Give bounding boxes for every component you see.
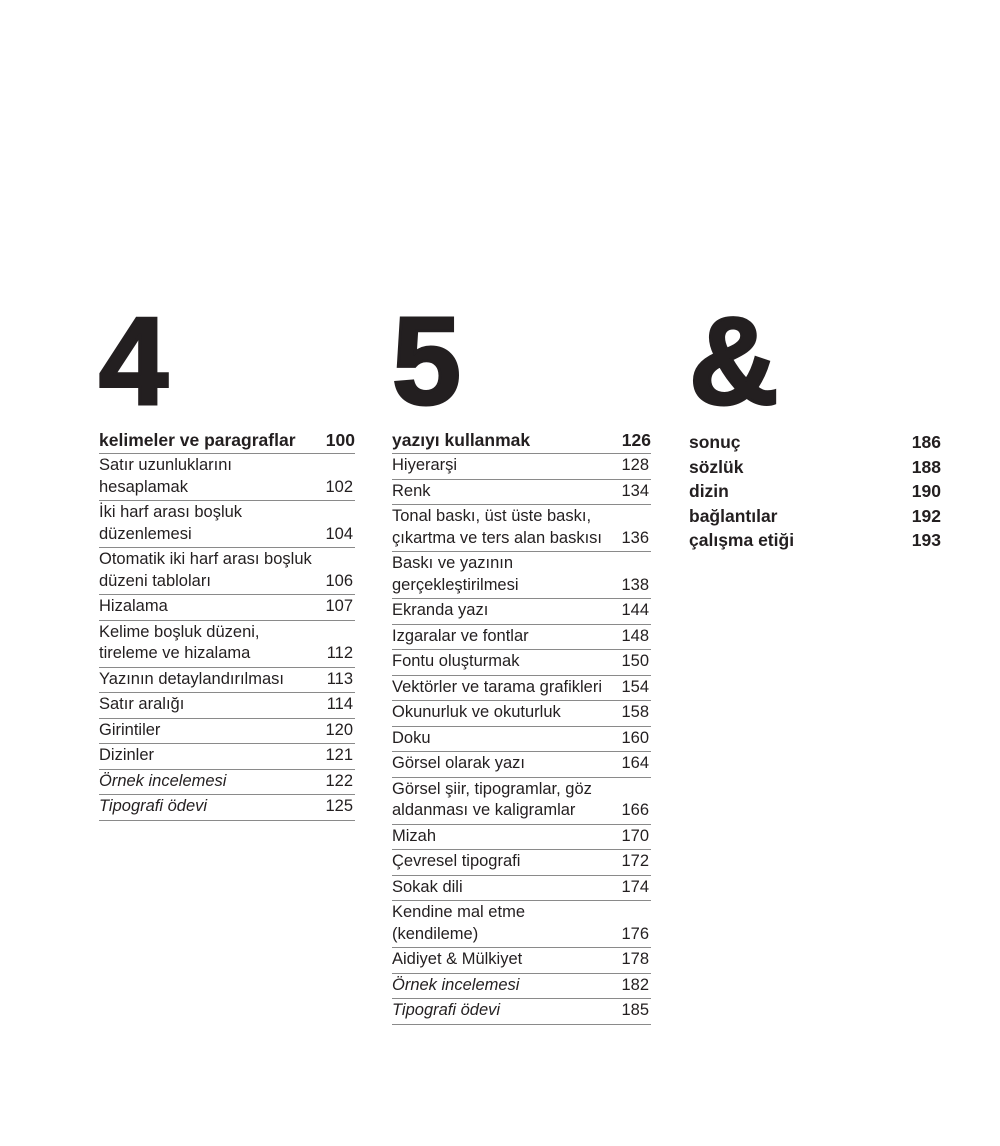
appendix-entry[interactable] — [689, 528, 941, 553]
toc-entry-title: Otomatik iki harf arası boşluk düzeni tabloları — [99, 550, 312, 590]
toc-entry-page: 148 — [621, 626, 649, 645]
toc-entry-title: Vektörler ve tarama grafikleri — [392, 677, 602, 696]
toc-entry-page: 104 — [325, 524, 353, 543]
toc-entry-page: 112 — [326, 644, 353, 662]
toc-entry[interactable] — [392, 948, 651, 974]
toc-entry-page: 185 — [621, 1001, 649, 1019]
toc-entry[interactable] — [392, 480, 651, 506]
appendix-column — [689, 293, 941, 553]
toc-entry-page: 174 — [621, 877, 649, 896]
appendix-entry[interactable] — [689, 479, 941, 504]
toc-entry[interactable] — [392, 974, 651, 1000]
toc-entry[interactable] — [392, 850, 651, 876]
toc-entry-title: Çevresel tipografi — [392, 852, 521, 870]
toc-entry[interactable] — [392, 752, 651, 778]
toc-entry-title: Satır uzunluklarını hesaplamak — [99, 456, 232, 496]
toc-entry-page: 178 — [621, 950, 649, 968]
appendix-entry-title: dizin — [689, 481, 729, 502]
chapter-heading-title: yazıyı kullanmak — [392, 430, 531, 450]
toc-entry-title: Mizah — [392, 826, 437, 845]
toc-entry[interactable] — [392, 825, 651, 851]
toc-entry-title: Kendine mal etme (kendileme) — [392, 903, 525, 943]
chapter-heading-page: 100 — [325, 430, 355, 450]
toc-entry-title: Fontu oluşturmak — [392, 652, 520, 670]
chapter-heading-title: kelimeler ve paragraflar — [99, 430, 296, 450]
appendix-entry-page: 186 — [911, 432, 941, 452]
toc-entry-page: 102 — [325, 477, 353, 496]
toc-entry[interactable] — [392, 999, 651, 1025]
appendix-entry-title: bağlantılar — [689, 505, 778, 526]
toc-entry-title: Ekranda yazı — [392, 601, 489, 619]
appendix-entry-page: 193 — [911, 530, 941, 551]
toc-entry[interactable] — [99, 621, 355, 668]
toc-entry-title: Kelime boşluk düzeni, tireleme ve hizalama — [99, 622, 260, 662]
toc-entry-page: 164 — [621, 754, 649, 772]
toc-entry-page: 122 — [325, 771, 353, 790]
toc-entry-list — [99, 454, 355, 821]
toc-entry-page: 176 — [621, 924, 649, 943]
toc-entry-title: Hiyerarşi — [392, 456, 458, 474]
toc-entry-page: 120 — [325, 720, 353, 739]
toc-entry-page: 150 — [621, 652, 649, 670]
toc-entry-title: Doku — [392, 728, 431, 747]
toc-entry[interactable] — [392, 727, 651, 753]
chapter-5-column — [392, 293, 651, 1025]
chapter-heading[interactable] — [99, 430, 355, 454]
toc-entry-title: Örnek incelemesi — [99, 771, 227, 790]
toc-entry-page: 121 — [325, 746, 353, 764]
toc-entry-page: 134 — [621, 481, 649, 500]
toc-entry-page: 125 — [325, 797, 353, 815]
toc-entry-page: 170 — [621, 826, 649, 845]
toc-entry-title: Yazının detaylandırılması — [99, 669, 284, 688]
toc-entry[interactable] — [392, 876, 651, 902]
toc-entry[interactable] — [99, 693, 355, 719]
chapter-4-column — [99, 293, 355, 821]
toc-entry[interactable] — [392, 778, 651, 825]
toc-entry[interactable] — [392, 552, 651, 599]
toc-entry-title: Dizinler — [99, 746, 155, 764]
toc-entry-title: Satır aralığı — [99, 695, 185, 713]
toc-entry[interactable] — [99, 454, 355, 501]
toc-entry[interactable] — [392, 901, 651, 948]
toc-entry[interactable] — [392, 650, 651, 676]
toc-entry-page: 182 — [621, 975, 649, 994]
toc-entry[interactable] — [99, 719, 355, 745]
toc-entry-page: 107 — [325, 597, 353, 615]
toc-entry-page: 114 — [326, 695, 353, 713]
toc-entry[interactable] — [99, 795, 355, 821]
toc-entry[interactable] — [99, 668, 355, 694]
toc-entry[interactable] — [99, 501, 355, 548]
toc-entry-title: Hizalama — [99, 597, 168, 615]
toc-entry-page: 138 — [621, 575, 649, 594]
chapter-heading-page: 126 — [621, 430, 651, 450]
toc-entry[interactable] — [99, 548, 355, 595]
toc-entry[interactable] — [392, 676, 651, 702]
toc-entry-title: Görsel şiir, tipogramlar, göz aldanması ve kaligramlar — [392, 779, 592, 819]
appendix-entry-title: sözlük — [689, 456, 744, 477]
chapter-heading[interactable] — [392, 430, 651, 454]
toc-entry-page: 144 — [621, 601, 649, 619]
toc-entry-title: Baskı ve yazının gerçekleştirilmesi — [392, 554, 519, 594]
toc-entry-title: Tipografi ödevi — [392, 1001, 501, 1019]
appendix-entry-title: çalışma etiği — [689, 530, 795, 551]
toc-entry[interactable] — [99, 744, 355, 770]
chapter-number: 5 — [392, 293, 459, 431]
appendix-entry-page: 190 — [911, 481, 941, 502]
toc-entry-page: 172 — [621, 852, 649, 870]
toc-entry-title: Girintiler — [99, 720, 161, 739]
appendix-entry-page: 192 — [911, 505, 941, 526]
appendix-entry-title: sonuç — [689, 432, 741, 452]
appendix-entry-page: 188 — [911, 456, 941, 477]
toc-entry-title: İki harf arası boşluk düzenlemesi — [99, 503, 243, 543]
toc-entry-title: Sokak dili — [392, 877, 463, 896]
toc-entry[interactable] — [392, 505, 651, 552]
appendix-entry[interactable] — [689, 504, 941, 529]
toc-entry[interactable] — [392, 454, 651, 480]
toc-entry-title: Izgaralar ve fontlar — [392, 626, 529, 645]
toc-entry-page: 136 — [621, 528, 649, 547]
toc-entry-page: 113 — [326, 669, 353, 688]
appendix-list — [689, 430, 941, 553]
toc-entry[interactable] — [392, 625, 651, 651]
toc-entry-title: Tipografi ödevi — [99, 797, 208, 815]
toc-entry-title: Renk — [392, 481, 431, 500]
toc-entry[interactable] — [392, 599, 651, 625]
toc-entry-title: Tonal baskı, üst üste baskı, çıkartma ve ters alan baskısı — [392, 507, 602, 547]
toc-entry-list — [392, 454, 651, 1025]
toc-entry-page: 158 — [621, 703, 649, 721]
toc-entry-page: 154 — [621, 677, 649, 696]
toc-entry-title: Örnek incelemesi — [392, 975, 520, 994]
chapter-number: 4 — [99, 293, 166, 431]
toc-entry[interactable] — [99, 770, 355, 796]
toc-entry-title: Okunurluk ve okuturluk — [392, 703, 561, 721]
toc-entry[interactable] — [392, 701, 651, 727]
toc-entry[interactable] — [99, 595, 355, 621]
toc-entry-page: 166 — [621, 801, 649, 819]
toc-entry-page: 160 — [621, 728, 649, 747]
toc-entry-page: 106 — [325, 571, 353, 590]
toc-entry-page: 128 — [621, 456, 649, 474]
appendix-symbol: & — [689, 293, 777, 431]
toc-entry-title: Aidiyet & Mülkiyet — [392, 950, 523, 968]
appendix-entry[interactable] — [689, 430, 941, 455]
appendix-entry[interactable] — [689, 455, 941, 480]
toc-entry-title: Görsel olarak yazı — [392, 754, 525, 772]
